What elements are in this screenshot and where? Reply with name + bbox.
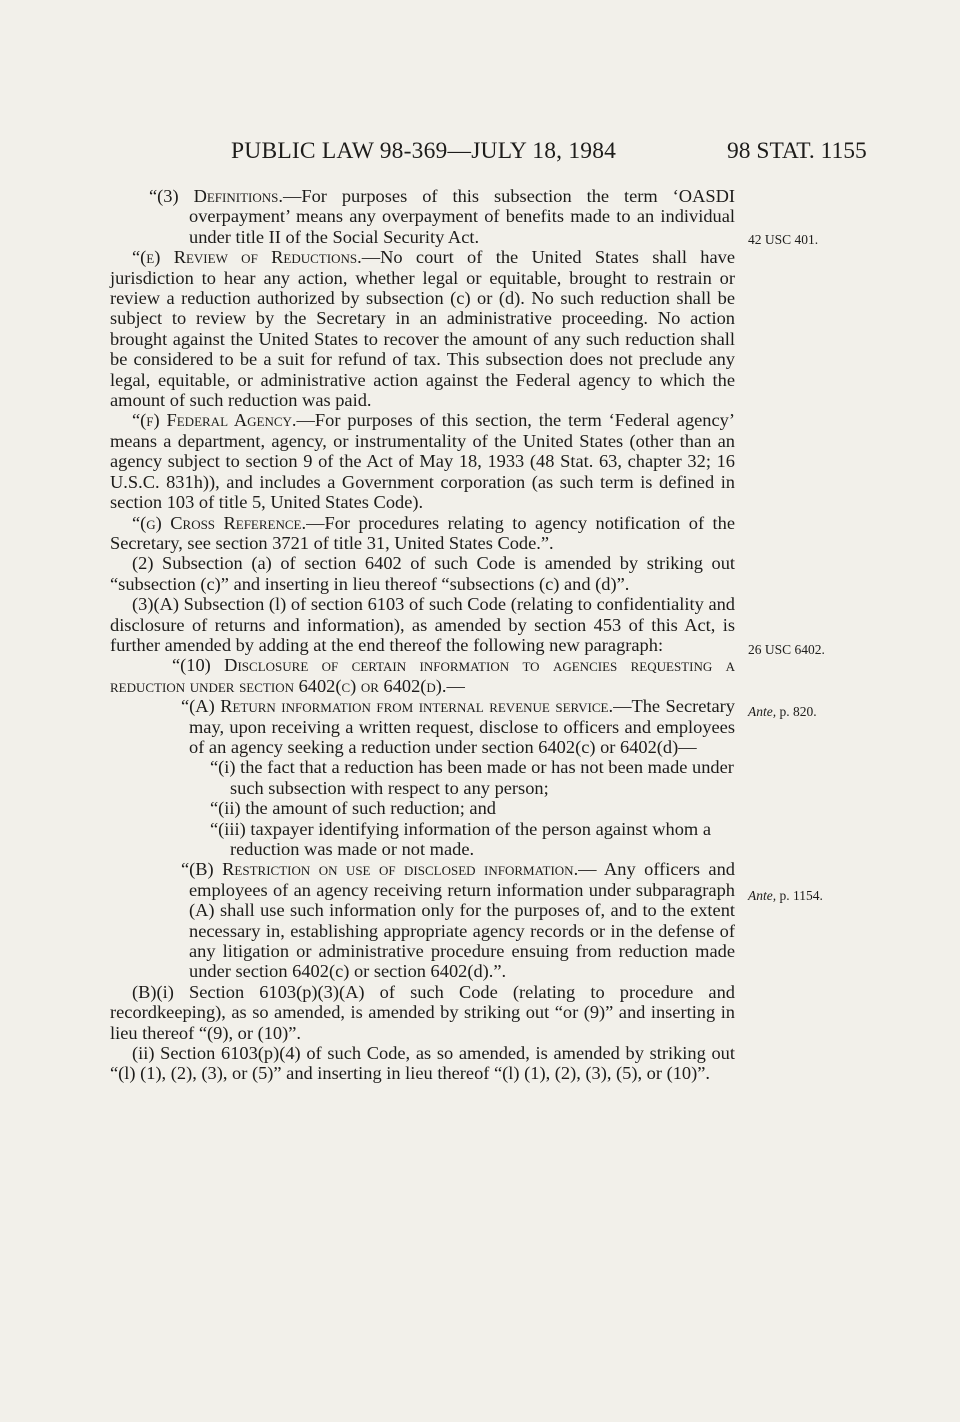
body-text — [110, 186, 735, 1084]
text-restriction: — Any officers and employees of an agency receiving return information under subparagraph (A) shall use such information only for the purposes of, and to the extent necessary in, establishing appropriate agency records or in the defense of any litigation or administrative procedure ensuing from reduction made under section 6402(c) or section 6402(d).”. — [189, 859, 735, 982]
heading-dash: — — [446, 675, 465, 696]
margin-note-ante-label: Ante, — [748, 704, 777, 719]
margin-note-page: p. 1154. — [776, 888, 823, 903]
heading-disclosure: “(10) Disclosure of certain information to agencies requesting a reduction under section 6402(c) or 6402(d). — [110, 655, 735, 696]
heading-review: “(e) Review of Reductions. — [132, 247, 362, 268]
paragraph-10 — [110, 655, 735, 696]
text-definitions: —For purposes of this subsection the term ‘OASDI overpayment’ means any overpayment of benefits made to an individual under title II of the Social Security Act. — [189, 186, 736, 247]
paragraph-g-cross-reference — [110, 513, 735, 554]
paragraph-Bi: (B)(i) Section 6103(p)(3)(A) of such Code (relating to procedure and recordkeeping), as so amended, is amended by striking out “or (9)” and inserting in lieu thereof “(9), or (10)”. — [110, 981, 735, 1043]
heading-restriction: “(B) Restriction on use of disclosed information. — [181, 859, 579, 880]
clause-iii: “(iii) taxpayer identifying information of the person against whom a reduction was made or not made. — [210, 818, 712, 859]
paragraph-3-definitions — [110, 186, 735, 247]
heading-federal-agency: “(f) Federal Agency. — [132, 410, 297, 431]
text-federal-agency: —For purposes of this section, the term ‘Federal agency’ means a department, agency, or instrumentality of the United States (other than an agency subject to section 9 of the Act of May 18, 1933 (48 Stat. 63, chapter 32; 16 U.S.C. 831h)), and includes a Government corporation (as such term is defined in section 103 of title 5, United States Code). — [110, 410, 735, 513]
clause-ii: “(ii) the amount of such reduction; and — [210, 798, 496, 819]
page-header-title: PUBLIC LAW 98-369—JULY 18, 1984 — [231, 138, 617, 164]
paragraph-e-review — [110, 247, 735, 410]
margin-note-ante-label: Ante, — [748, 888, 777, 903]
page-header-stat: 98 STAT. 1155 — [727, 138, 867, 164]
paragraph-B — [110, 859, 735, 981]
text-review: —No court of the United States shall have jurisdiction to hear any action, whether legal or equitable, brought to restrain or review a reduction authorized by subsection (c) or (d). No such reduction shall be subject to review by the Secretary in an administrative proceeding. No action brought against the United States to recover the amount of any such reduction shall be considered to be a suit for refund of tax. This subsection does not preclude any legal, equitable, or administrative action against the Federal agency to which the amount of such reduction was paid. — [110, 247, 735, 411]
margin-note-26usc6402: 26 USC 6402. — [748, 642, 825, 657]
heading-cross-reference: “(g) Cross Reference. — [132, 512, 307, 533]
margin-note-page: p. 820. — [776, 704, 817, 719]
text-cross-reference: —For procedures relating to agency notification of the Secretary, see section 3721 of title 31, United States Code.”. — [110, 512, 735, 553]
paragraph-Bii: (ii) Section 6103(p)(4) of such Code, as so amended, is amended by striking out “(l) (1), (2), (3), or (5)” and inserting in lieu thereof “(l) (1), (2), (3), (5), or (10)”. — [110, 1043, 735, 1084]
margin-note-ante-1154 — [748, 888, 823, 904]
text-return-information: —The Secretary may, upon receiving a written request, disclose to officers and employees of an agency seeking a reduction under section 6402(c) or 6402(d)— — [189, 696, 735, 757]
margin-note-42usc401: 42 USC 401. — [748, 232, 819, 247]
paragraph-3a: (3)(A) Subsection (l) of section 6103 of such Code (relating to confidentiality and disclosure of returns and information), as amended by section 453 of this Act, is further amended by adding at the end thereof the following new paragraph: — [110, 594, 735, 655]
clause-i: “(i) the fact that a reduction has been made or has not been made under such subsection with respect to any person; — [210, 757, 734, 798]
paragraph-A — [110, 696, 735, 757]
heading-return-information: “(A) Return information from internal revenue service. — [181, 696, 614, 717]
paragraph-f-federal-agency — [110, 410, 735, 512]
margin-note-ante-820 — [748, 704, 817, 720]
heading-definitions: “(3) Definitions. — [149, 186, 283, 206]
paragraph-2: (2) Subsection (a) of section 6402 of such Code is amended by striking out “subsection (c)” and inserting in lieu thereof “subsections (c) and (d)”. — [110, 553, 735, 594]
